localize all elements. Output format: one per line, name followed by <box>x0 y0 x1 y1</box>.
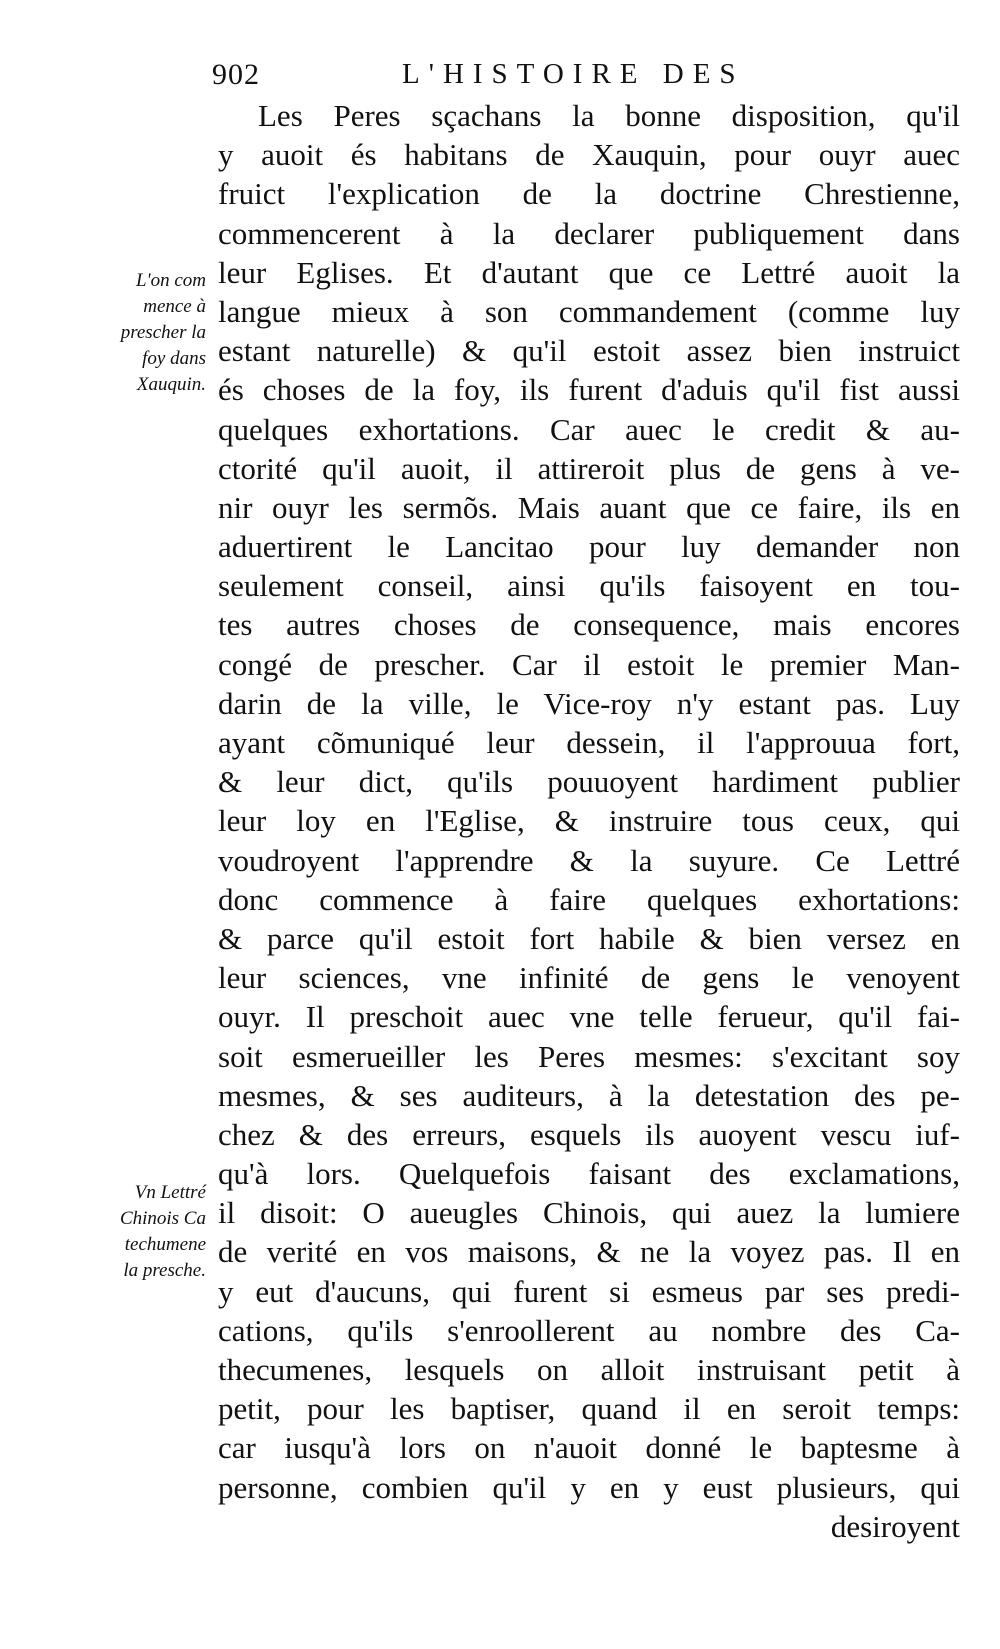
text-line: y eut d'aucuns, qui furent si esmeus par ses predi- <box>218 1273 960 1309</box>
text-line: aduertirent le Lancitao pour luy demander non <box>218 529 960 565</box>
text-line: donc commence à faire quelques exhortations: <box>218 881 960 917</box>
text-line: mesmes, & ses auditeurs, à la detestation des pe- <box>218 1077 960 1113</box>
text-line: darin de la ville, le Vice-roy n'y estant pas. Luy <box>218 685 960 721</box>
marginal-note-line: mence à <box>143 296 206 317</box>
marginal-note-line: Chinois Ca <box>119 1208 206 1229</box>
marginal-note-line: L'on com <box>135 270 206 291</box>
text-line: il disoit: O aueugles Chinois, qui auez la lumiere <box>218 1195 960 1231</box>
text-line: y auoit és habitans de Xauquin, pour ouyr auec <box>218 137 960 173</box>
text-line: voudroyent l'apprendre & la suyure. Ce Lettré <box>218 842 960 878</box>
text-line: estant naturelle) & qu'il estoit assez bien instruict <box>218 333 960 369</box>
marginal-note-line: prescher la <box>120 322 206 343</box>
text-line: commencerent à la declarer publiquement dans <box>218 215 960 251</box>
text-line: seulement conseil, ainsi qu'ils faisoyent en tou- <box>218 568 960 604</box>
catchword: desiroyent <box>830 1508 960 1544</box>
page-number: 902 <box>212 58 260 91</box>
text-line: leur loy en l'Eglise, & instruire tous ceux, qui <box>218 803 960 839</box>
body-text <box>218 96 960 1546</box>
text-line: tes autres choses de consequence, mais encores <box>218 607 960 643</box>
text-line: leur sciences, vne infinité de gens le venoyent <box>218 960 960 996</box>
text-line: fruict l'explication de la doctrine Chrestienne, <box>218 176 960 212</box>
marginal-note-preaching-begins <box>80 268 206 398</box>
marginal-note-line: Xauquin. <box>136 374 206 395</box>
text-line: thecumenes, lesquels on alloit instruisant petit à <box>218 1352 960 1387</box>
marginal-note-catechumen-preaches <box>80 1180 206 1284</box>
marginal-note-line: techumene <box>124 1234 206 1255</box>
text-line: chez & des erreurs, esquels ils auoyent vescu iuf- <box>218 1116 960 1152</box>
text-line: soit esmerueiller les Peres mesmes: s'excitant soy <box>218 1038 960 1074</box>
text-line: quelques exhortations. Car auec le credit & au- <box>218 411 960 447</box>
text-line: & parce qu'il estoit fort habile & bien versez en <box>218 920 960 956</box>
text-line: cations, qu'ils s'enroollerent au nombre des Ca- <box>218 1312 960 1348</box>
text-line: nir ouyr les sermõs. Mais auant que ce faire, ils en <box>218 489 960 525</box>
text-line: congé de prescher. Car il estoit le premier Man- <box>218 646 960 682</box>
running-title: L'HISTOIRE DES <box>402 58 745 90</box>
marginal-note-line: Vn Lettré <box>134 1182 206 1203</box>
text-line: leur Eglises. Et d'autant que ce Lettré auoit la <box>218 254 960 290</box>
marginal-note-line: foy dans <box>142 348 206 369</box>
text-line: qu'à lors. Quelquefois faisant des exclamations, <box>218 1156 960 1192</box>
text-line: car iusqu'à lors on n'auoit donné le baptesme à <box>218 1430 960 1466</box>
text-line: Les Peres sçachans la bonne disposition, qu'il <box>258 98 960 133</box>
text-line: petit, pour les baptiser, quand il en seroit temps: <box>218 1391 960 1427</box>
page-header <box>212 58 960 98</box>
text-line: ctorité qu'il auoit, il attireroit plus de gens à ve- <box>218 450 960 486</box>
text-line: ayant cõmuniqué leur dessein, il l'approuua fort, <box>218 725 960 760</box>
text-line: és choses de la foy, ils furent d'aduis qu'il fist aussi <box>218 372 960 408</box>
text-line: personne, combien qu'il y en y eust plusieurs, qui <box>218 1469 960 1505</box>
text-line: & leur dict, qu'ils pouuoyent hardiment publier <box>218 764 960 800</box>
text-line: de verité en vos maisons, & ne la voyez pas. Il en <box>218 1234 960 1270</box>
marginal-note-line: la presche. <box>123 1260 206 1281</box>
text-line: langue mieux à son commandement (comme luy <box>218 293 960 329</box>
text-line: ouyr. Il preschoit auec vne telle ferueur, qu'il fai- <box>218 999 960 1035</box>
